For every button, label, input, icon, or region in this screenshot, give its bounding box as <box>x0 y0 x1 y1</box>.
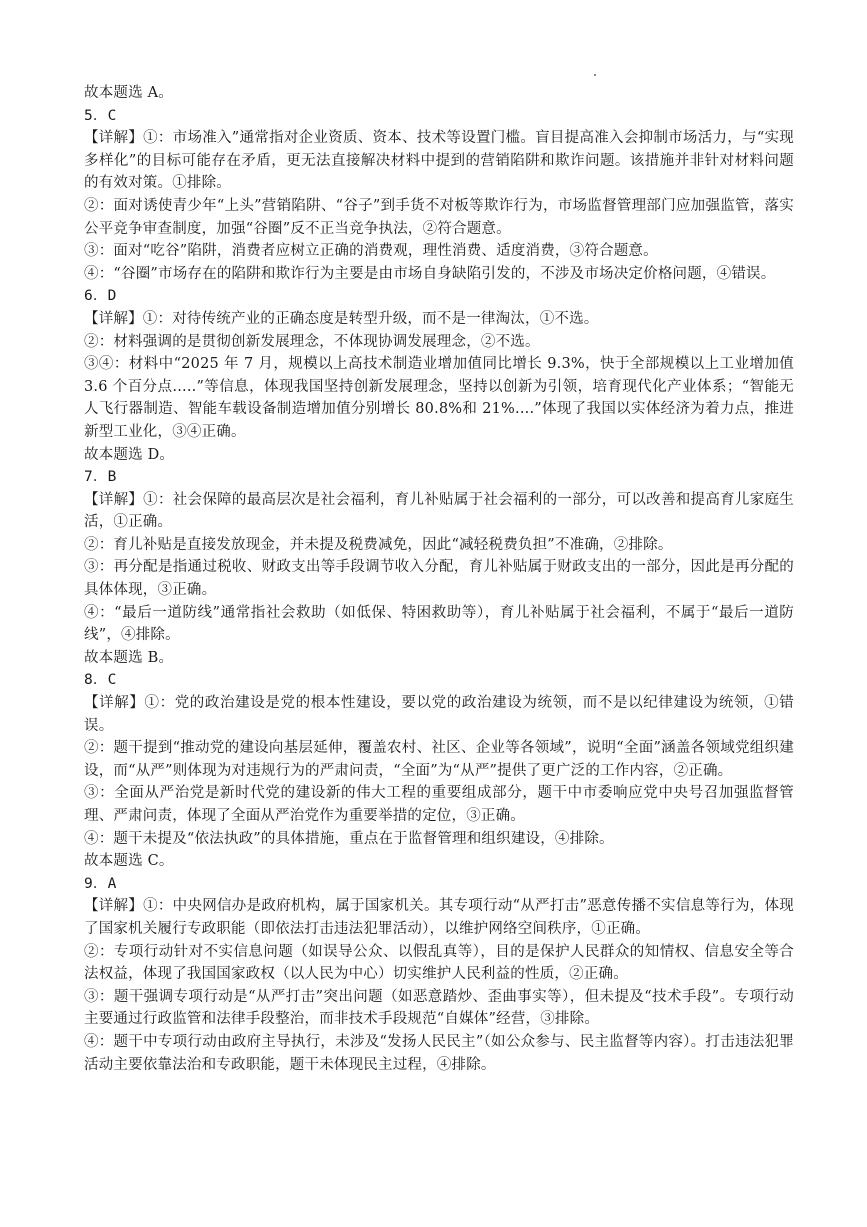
conclusion-8: 故本题选 C。 <box>84 853 174 870</box>
q8-explanation-1: 【详解】①：党的政治建设是党的根本性建设，要以党的政治建设为统领，而不是以纪律建设为统领，①错误。 <box>84 695 794 734</box>
q6-explanation-2: ②：材料强调的是贯彻创新发展理念，不体现协调发展理念，②不选。 <box>84 333 540 350</box>
q6-explanation-1: 【详解】①：对待传统产业的正确态度是转型升级，而不是一律淘汰，①不选。 <box>84 310 599 327</box>
q9-explanation-2: ②：专项行动针对不实信息问题（如误导公众、以假乱真等），目的是保护人民群众的知情权、信息安全等合法权益，体现了我国国家政权（以人民为中心）切实维护人民利益的性质，②正确。 <box>84 943 794 983</box>
conclusion-6: 故本题选 D。 <box>84 446 175 463</box>
q8-explanation-3: ③：全面从严治党是新时代党的建设新的伟大工程的重要组成部分，题干中市委响应党中央号召加强监督管理、严肃问责，体现了全面从严治党作为重要举措的定位，③正确。 <box>84 785 794 824</box>
q5-explanation-4: ④：“谷圈”市场存在的陷阱和欺诈行为主要是由市场自身缺陷引发的，不涉及市场决定价格问题，④错误。 <box>84 265 776 282</box>
page-speck <box>594 74 596 76</box>
answer-document <box>84 82 794 1076</box>
q9-explanation-1: 【详解】①：中央网信办是政府机构，属于国家机关。其专项行动“从严打击”恶意传播不实信息等行为，体现了国家机关履行专政职能（即依法打击违法犯罪活动），以维护网络空间秩序，①正确。 <box>84 898 794 937</box>
q9-explanation-3: ③：题干强调专项行动是“从严打击”突出问题（如恶意踏炒、歪曲事实等），但未提及“技术手段”。专项行动主要通过行政监管和法律手段整治，而非技术手段规范“自媒体”经营，③排除。 <box>84 988 794 1028</box>
q5-explanation-3: ③：面对“吃谷”陷阱，消费者应树立正确的消费观，理性消费、适度消费，③符合题意。 <box>84 243 658 260</box>
question-8-answer: 8．C <box>84 672 117 689</box>
q9-explanation-4: ④：题干中专项行动由政府主导执行，未涉及“发扬人民民主”（如公众参与、民主监督等内容）。打击违法犯罪活动主要依靠法治和专政职能，题干未体现民主过程，④排除。 <box>84 1033 794 1073</box>
q8-explanation-2: ②：题干提到“推动党的建设向基层延伸，覆盖农村、社区、企业等各领域”，说明“全面”涵盖各领域党组织建设，而“从严”则体现为对违规行为的严肃问责，“全面”为“从严”提供了更广泛的工作内容，②正确。 <box>84 740 794 779</box>
conclusion-4: 故本题选 A。 <box>84 85 173 101</box>
conclusion-7: 故本题选 B。 <box>84 649 174 666</box>
q7-explanation-2: ②：育儿补贴是直接发放现金，并未提及税费减免，因此“减轻税费负担”不准确，②排除。 <box>84 536 673 553</box>
question-5-answer: 5．C <box>84 107 117 124</box>
question-9-answer: 9．A <box>84 875 117 892</box>
q8-explanation-4: ④：题干未提及“依法执政”的具体措施，重点在于监督管理和组织建设，④排除。 <box>84 830 614 847</box>
q5-explanation-2: ②：面对诱使青少年“上头”营销陷阱、“谷子”到手货不对板等欺诈行为，市场监督管理部门应加强监管，落实公平竞争审查制度，加强“谷圈”反不正当竞争执法，②符合题意。 <box>84 197 794 237</box>
q7-explanation-1: 【详解】①：社会保障的最高层次是社会福利，育儿补贴属于社会福利的一部分，可以改善和提高育儿家庭生活，①正确。 <box>84 491 794 531</box>
q6-explanation-3: ③④：材料中“2025 年 7 月，规模以上高技术制造业增加值同比增长 9.3%，快于全部规模以上工业增加值 3.6 个百分点.....”等信息，体现我国坚持创新发展理念，坚持以创新为引领，培育现代化产业体系；“智能无人飞行器制造、智能车载设备制造增加值分别增长 80.8%和 21%....”体现了我国以实体经济为着力点，推进新型工业化，③④正确。 <box>84 356 794 440</box>
q7-explanation-3: ③：再分配是指通过税收、财政支出等手段调节收入分配，育儿补贴属于财政支出的一部分，因此是再分配的具体体现，③正确。 <box>84 559 794 599</box>
question-7-answer: 7．B <box>84 469 117 486</box>
q5-explanation-1: 【详解】①：市场准入”通常指对企业资质、资本、技术等设置门槛。盲目提高准入会抑制市场活力，与“实现多样化”的目标可能存在矛盾，更无法直接解决材料中提到的营销陷阱和欺诈问题。该措施并非针对材料问题的有效对策。①排除。 <box>84 130 794 192</box>
q7-explanation-4: ④：“最后一道防线”通常指社会救助（如低保、特困救助等），育儿补贴属于社会福利，不属于“最后一道防线”，④排除。 <box>84 604 794 644</box>
question-6-answer: 6．D <box>84 288 117 305</box>
